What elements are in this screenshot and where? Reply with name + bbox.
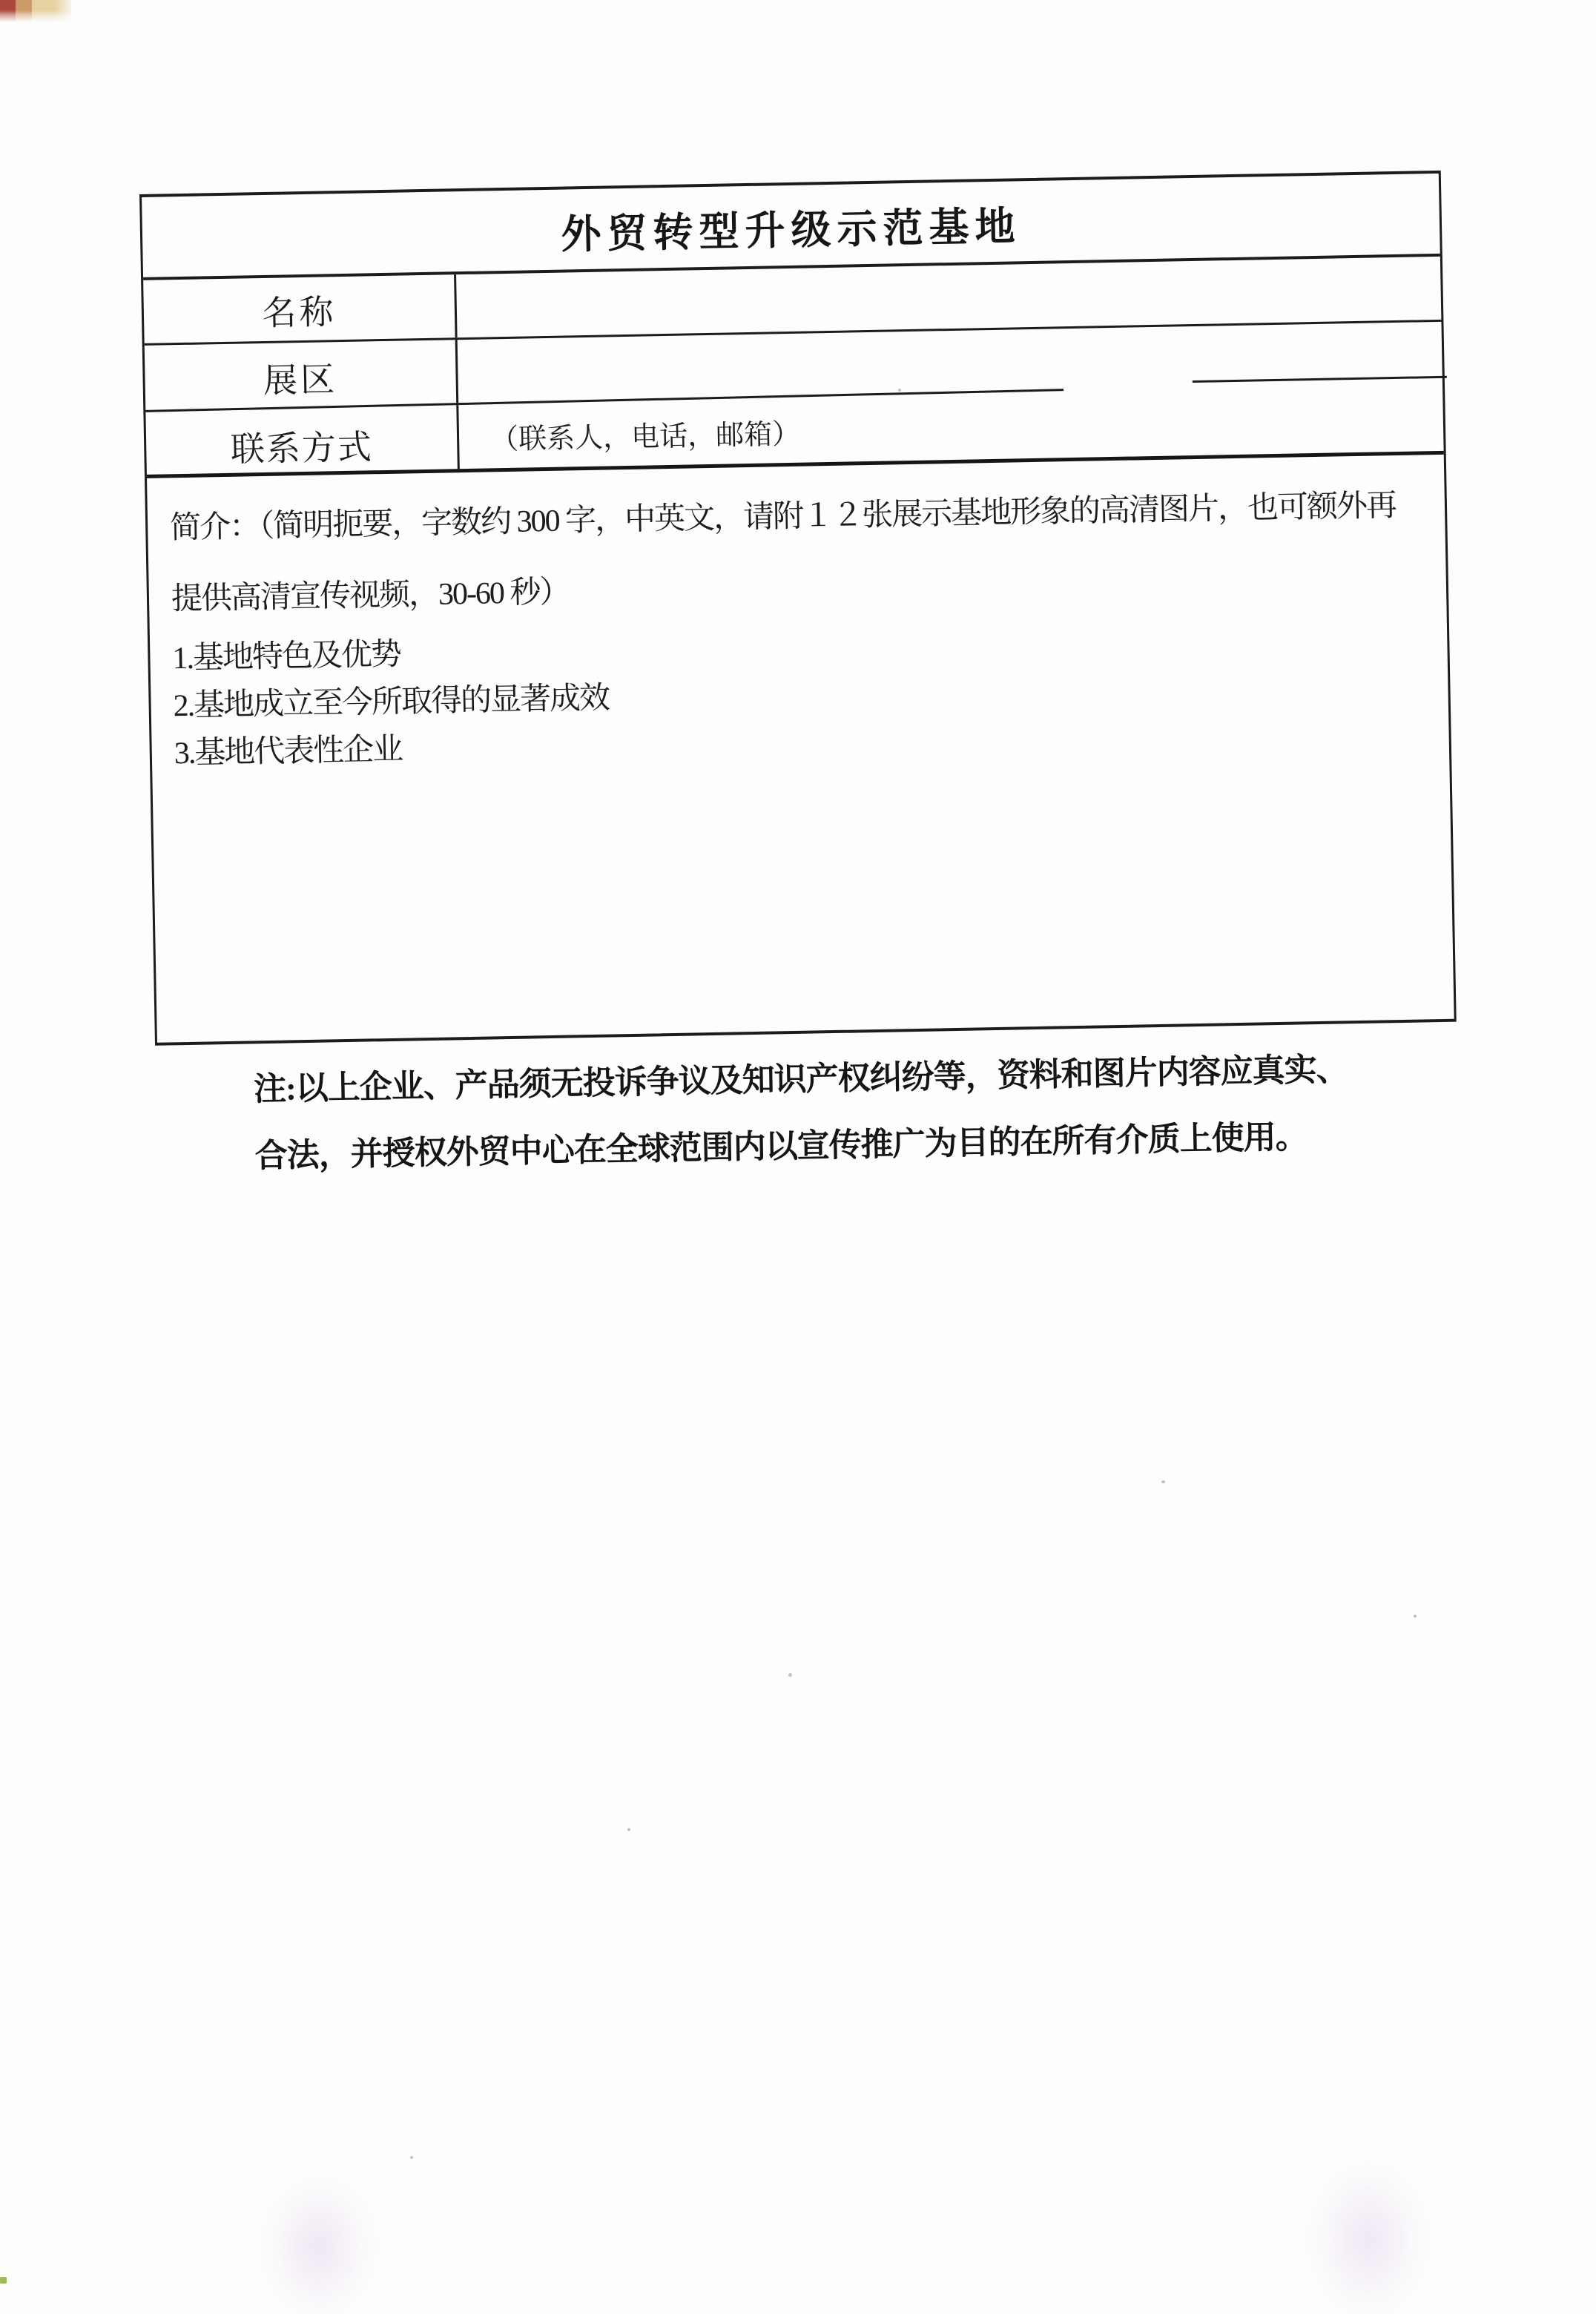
- intro-lead-line-2: 提供高清宣传视频，30-60 秒）: [171, 575, 570, 617]
- contact-hint: （联系人，电话，邮箱）: [489, 418, 801, 455]
- intro-cell: [147, 455, 1454, 1043]
- footnote-line-2: 合法，并授权外贸中心在全球范围内以宣传推广为目的在所有介质上使用。: [254, 1118, 1308, 1175]
- intro-item-1: 1.基地特色及优势: [172, 637, 401, 676]
- name-label: 名称: [143, 274, 457, 343]
- intro-lead-line-1: 简介：（简明扼要，字数约 300 字，中英文，请附１２张展示基地形象的高清图片，也可额外再: [169, 489, 1396, 546]
- scan-green-speck: [0, 2277, 7, 2284]
- zone-label: 展区: [145, 340, 459, 411]
- form-title: 外贸转型升级示范基地: [561, 203, 1022, 257]
- scanned-sheet: [139, 171, 1465, 1307]
- scan-smudge-right: [1313, 2166, 1424, 2314]
- contact-label: 联系方式: [145, 405, 460, 475]
- intro-item-3: 3.基地代表性企业: [174, 732, 403, 771]
- scan-smudge-left: [267, 2180, 371, 2314]
- form-table: [139, 171, 1457, 1046]
- intro-item-2: 2.基地成立至今所取得的显著成效: [173, 681, 610, 724]
- scan-corner-mark: [0, 0, 71, 22]
- scan-speck: [788, 1673, 792, 1677]
- footnote: [253, 1035, 1457, 1190]
- footnote-line-1: 注:以上企业、产品须无投诉争议及知识产权纠纷等，资料和图片内容应真实、: [253, 1051, 1348, 1108]
- scan-speck: [410, 2156, 413, 2159]
- scan-speck: [1161, 1480, 1165, 1483]
- scan-speck: [627, 1828, 630, 1831]
- scan-speck: [1414, 1615, 1417, 1618]
